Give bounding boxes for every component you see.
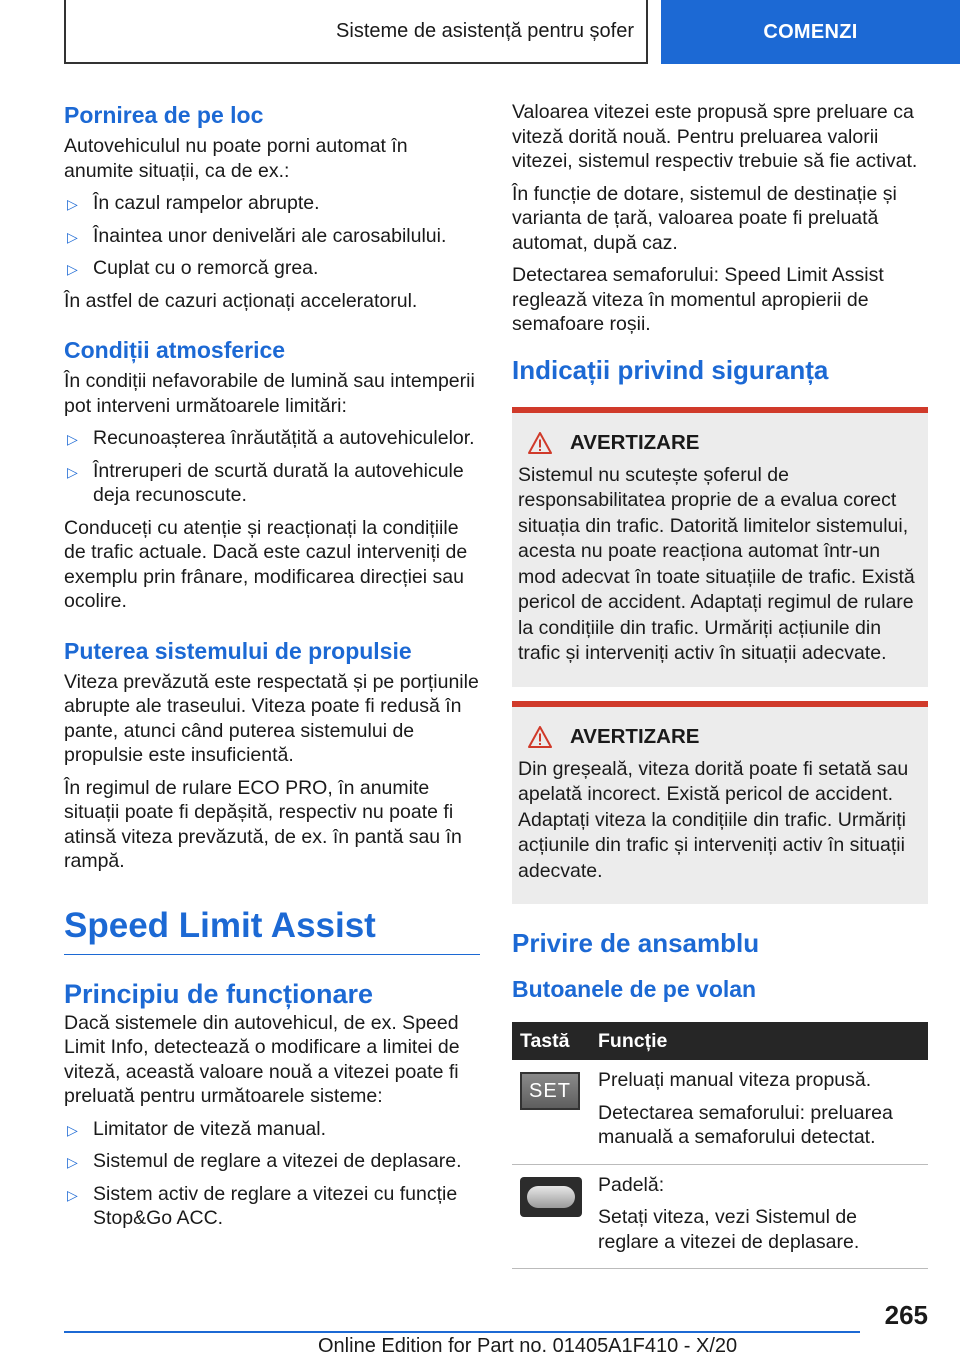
paragraph: Preluați manual viteza propusă. bbox=[598, 1069, 872, 1091]
triangle-bullet-icon: ▷ bbox=[67, 463, 78, 480]
table-row bbox=[512, 1164, 928, 1269]
left-column bbox=[64, 100, 480, 1239]
warning-title: AVERTIZARE bbox=[518, 431, 922, 455]
main-heading: Speed Limit Assist bbox=[64, 904, 480, 955]
paragraph: Viteza prevăzută este respectată și pe porțiunile abrupte ale traseului. Viteza poate fi redusă în pante, atunci când puterea sistemului de propulsie este insuficientă. bbox=[64, 670, 479, 766]
list-item: ▷ Sistemul de reglare a vitezei de deplasare. bbox=[64, 1149, 480, 1174]
paragraph: Setați viteza, vezi Sistemul de reglare a vitezei de deplasare. bbox=[598, 1206, 860, 1253]
bullet-list bbox=[64, 191, 480, 281]
list-item: ▷ Limitator de viteză manual. bbox=[64, 1117, 480, 1142]
paragraph: Conduceți cu atenție și reacționați la condițiile de trafic actuale. Dacă este cazul interveniți de exemplu prin frânare, modificarea direcției sau ocolire. bbox=[64, 516, 468, 612]
paragraph: Dacă sistemele din autovehicul, de ex. Speed Limit Info, detectează o modificare a limitei de viteză, această valoare nouă a vitezei poate fi preluată pentru următoarele sisteme: bbox=[64, 1011, 460, 1107]
paragraph: Detectarea semaforului: preluarea manuală a semaforului detectat. bbox=[598, 1101, 893, 1148]
paragraph: În funcție de dotare, sistemul de destinație și varianta de țară, valoarea poate fi preluată automat, după caz. bbox=[512, 182, 897, 254]
chapter-tab-label: COMENZI bbox=[763, 20, 858, 43]
section-title: Sisteme de asistență pentru șofer bbox=[336, 19, 634, 42]
edition-text: Online Edition for Part no. 01405A1F410 - X/20 bbox=[318, 1335, 738, 1357]
warning-triangle-icon bbox=[528, 726, 552, 748]
paragraph: În astfel de cazuri acționați acceleratorul. bbox=[64, 289, 418, 312]
list-item: ▷ Înaintea unor denivelări ale carosabilului. bbox=[64, 224, 480, 249]
chapter-tab[interactable] bbox=[661, 0, 960, 64]
table-header-row bbox=[512, 1022, 928, 1060]
warning-text: Din greșeală, viteza dorită poate fi setată sau apelată incorect. Există pericol de accident. Adaptați viteza la condițiile din trafic. Urmăriți acțiunile din trafic și interveniți activ în situații adecvate. bbox=[518, 757, 909, 882]
heading-pornirea: Pornirea de pe loc bbox=[64, 102, 264, 128]
heading-conditii: Condiții atmosferice bbox=[64, 337, 286, 363]
list-item: ▷ Cuplat cu o remorcă grea. bbox=[64, 256, 480, 281]
section-title-box bbox=[64, 0, 648, 64]
page-header bbox=[0, 0, 960, 64]
list-item: ▷ Recunoașterea înrăutățită a autovehiculelor. bbox=[64, 426, 480, 451]
triangle-bullet-icon: ▷ bbox=[67, 1121, 78, 1138]
triangle-bullet-icon: ▷ bbox=[67, 261, 78, 277]
table-cell-key bbox=[512, 1060, 590, 1164]
bullet-list bbox=[64, 1117, 480, 1231]
page-number: 265 bbox=[884, 1300, 928, 1330]
list-item: ▷ În cazul rampelor abrupte. bbox=[64, 191, 480, 216]
bullet-list bbox=[64, 426, 480, 508]
heading-buttons: Butoanele de pe volan bbox=[512, 976, 757, 1002]
set-button-icon: SET bbox=[520, 1072, 580, 1110]
table-header-function: Funcție bbox=[590, 1022, 928, 1060]
paragraph: Valoarea vitezei este propusă spre preluare ca viteză dorită nouă. Pentru preluarea valorii vitezei, sistemul respectiv trebuie să fie activat. bbox=[512, 101, 918, 172]
table-row bbox=[512, 1060, 928, 1164]
warning-title: AVERTIZARE bbox=[518, 725, 922, 749]
buttons-table bbox=[512, 1022, 928, 1269]
list-item: ▷ Întreruperi de scurtă durată la autovehicule deja recunoscute. bbox=[67, 459, 464, 506]
triangle-bullet-icon: ▷ bbox=[67, 1154, 78, 1170]
footer-text bbox=[318, 1335, 737, 1358]
triangle-bullet-icon: ▷ bbox=[67, 431, 78, 447]
right-column bbox=[512, 100, 928, 1269]
table-cell-function bbox=[590, 1164, 928, 1269]
warning-box bbox=[512, 701, 928, 905]
warning-triangle-icon bbox=[528, 432, 552, 454]
heading-safety: Indicații privind siguranța bbox=[512, 354, 829, 385]
table-header-key: Tastă bbox=[512, 1022, 590, 1060]
paragraph: În regimul de rulare ECO PRO, în anumite situații poate fi depășită, respectiv nu poate fi atinsă viteza prevăzută, de ex. în pantă sau în rampă. bbox=[64, 776, 462, 872]
triangle-bullet-icon: ▷ bbox=[67, 1186, 78, 1203]
triangle-bullet-icon: ▷ bbox=[67, 196, 78, 212]
heading-overview: Privire de ansamblu bbox=[512, 928, 760, 958]
table-cell-function bbox=[590, 1060, 928, 1164]
paragraph: Detectarea semaforului: Speed Limit Assist reglează viteza în momentul apropierii de semafoare roșii. bbox=[512, 264, 884, 335]
footer-divider bbox=[64, 1331, 860, 1333]
paragraph: În condiții nefavorabile de lumină sau intemperii pot interveni următoarele limitări: bbox=[64, 370, 475, 417]
paragraph: Padelă: bbox=[598, 1173, 665, 1196]
paddle-rocker-icon bbox=[520, 1177, 582, 1217]
table-cell-key bbox=[512, 1164, 590, 1269]
warning-box bbox=[512, 407, 928, 687]
paragraph: Autovehiculul nu poate porni automat în anumite situații, ca de ex.: bbox=[64, 135, 408, 182]
triangle-bullet-icon: ▷ bbox=[67, 228, 78, 245]
heading-puterea: Puterea sistemului de propulsie bbox=[64, 637, 412, 664]
warning-text: Sistemul nu scutește șoferul de responsabilitatea proprie de a evalua corect situația din trafic. Datorită limitelor sistemului, acesta nu poate reacționa automat într-un mod adecvat în toate situațiile de trafic. Există pericol de accident. Adaptați regimul de rulare la condițiile din trafic. Urmăriți acțiunile din trafic și interveniți activ în situații adecvate. bbox=[518, 463, 915, 664]
heading-principiu: Principiu de funcționare bbox=[64, 978, 374, 1009]
list-item: ▷ Sistem activ de reglare a vitezei cu funcție Stop&Go ACC. bbox=[67, 1182, 458, 1229]
